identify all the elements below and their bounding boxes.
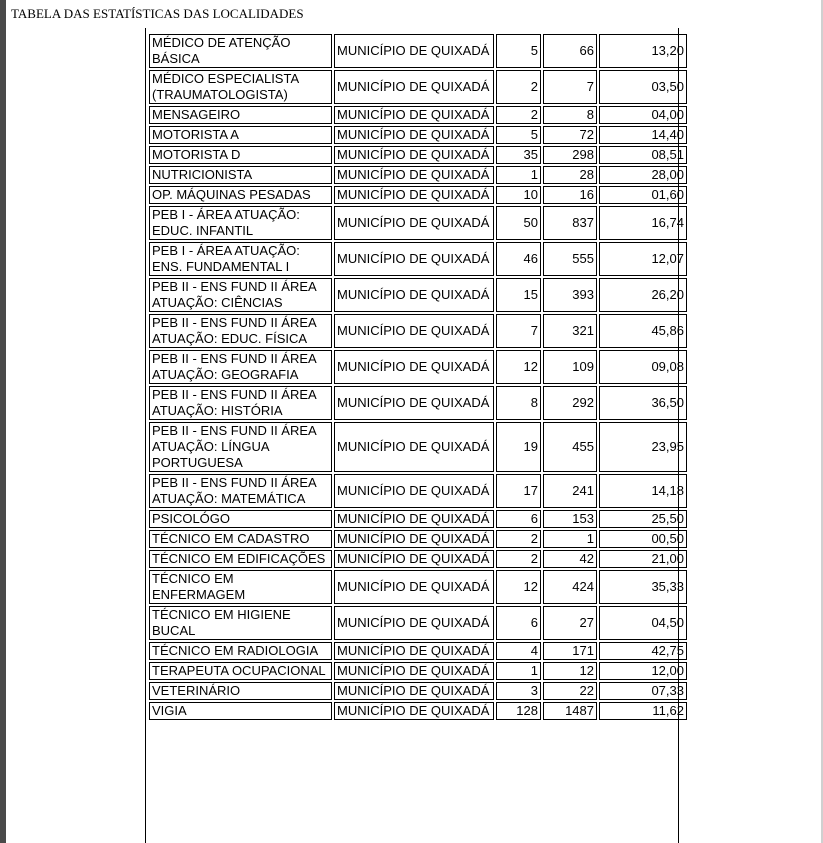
cell-relacao: 42,75	[599, 642, 687, 660]
cell-relacao: 35,33	[599, 570, 687, 604]
table-row	[149, 242, 687, 276]
cell-cargo: TÉCNICO EM ENFERMAGEM	[149, 570, 332, 604]
cell-cargo: PEB II - ENS FUND II ÁREA ATUAÇÃO: CIÊNCIAS	[149, 278, 332, 312]
cell-vagas: 1	[496, 166, 541, 184]
cell-localidade: MUNICÍPIO DE QUIXADÁ	[334, 146, 494, 164]
table-row	[149, 682, 687, 700]
cell-relacao: 25,50	[599, 510, 687, 528]
cell-inscritos: 455	[543, 422, 597, 472]
cell-inscritos: 22	[543, 682, 597, 700]
cell-localidade: MUNICÍPIO DE QUIXADÁ	[334, 126, 494, 144]
cell-cargo: PEB II - ENS FUND II ÁREA ATUAÇÃO: EDUC. FÍSICA	[149, 314, 332, 348]
cell-localidade: MUNICÍPIO DE QUIXADÁ	[334, 350, 494, 384]
cell-relacao: 08,51	[599, 146, 687, 164]
table-row	[149, 278, 687, 312]
cell-relacao: 12,07	[599, 242, 687, 276]
table-row	[149, 510, 687, 528]
cell-vagas: 6	[496, 606, 541, 640]
cell-vagas: 2	[496, 106, 541, 124]
page-left-edge	[0, 0, 6, 843]
cell-localidade: MUNICÍPIO DE QUIXADÁ	[334, 314, 494, 348]
cell-vagas: 2	[496, 70, 541, 104]
table-row	[149, 166, 687, 184]
table-row	[149, 146, 687, 164]
cell-localidade: MUNICÍPIO DE QUIXADÁ	[334, 474, 494, 508]
cell-cargo: NUTRICIONISTA	[149, 166, 332, 184]
cell-vagas: 3	[496, 682, 541, 700]
cell-relacao: 14,40	[599, 126, 687, 144]
table-row	[149, 530, 687, 548]
statistics-table-body	[149, 34, 687, 720]
cell-vagas: 46	[496, 242, 541, 276]
cell-vagas: 6	[496, 510, 541, 528]
cell-cargo: PEB I - ÁREA ATUAÇÃO: ENS. FUNDAMENTAL I	[149, 242, 332, 276]
cell-cargo: VIGIA	[149, 702, 332, 720]
cell-relacao: 36,50	[599, 386, 687, 420]
cell-relacao: 09,08	[599, 350, 687, 384]
cell-relacao: 12,00	[599, 662, 687, 680]
cell-inscritos: 837	[543, 206, 597, 240]
cell-vagas: 35	[496, 146, 541, 164]
cell-localidade: MUNICÍPIO DE QUIXADÁ	[334, 530, 494, 548]
cell-vagas: 19	[496, 422, 541, 472]
table-row	[149, 642, 687, 660]
cell-inscritos: 16	[543, 186, 597, 204]
cell-localidade: MUNICÍPIO DE QUIXADÁ	[334, 682, 494, 700]
table-row	[149, 422, 687, 472]
cell-vagas: 7	[496, 314, 541, 348]
cell-vagas: 2	[496, 530, 541, 548]
cell-cargo: PEB II - ENS FUND II ÁREA ATUAÇÃO: GEOGRAFIA	[149, 350, 332, 384]
cell-cargo: PEB II - ENS FUND II ÁREA ATUAÇÃO: MATEMÁTICA	[149, 474, 332, 508]
cell-inscritos: 555	[543, 242, 597, 276]
cell-inscritos: 153	[543, 510, 597, 528]
cell-vagas: 2	[496, 550, 541, 568]
cell-inscritos: 171	[543, 642, 597, 660]
page-title: TABELA DAS ESTATÍSTICAS DAS LOCALIDADES	[11, 6, 304, 21]
cell-inscritos: 1487	[543, 702, 597, 720]
cell-relacao: 28,00	[599, 166, 687, 184]
cell-cargo: MÉDICO ESPECIALISTA (TRAUMATOLOGISTA)	[149, 70, 332, 104]
table-row	[149, 206, 687, 240]
table-row	[149, 570, 687, 604]
table-row	[149, 70, 687, 104]
cell-localidade: MUNICÍPIO DE QUIXADÁ	[334, 70, 494, 104]
cell-localidade: MUNICÍPIO DE QUIXADÁ	[334, 106, 494, 124]
cell-cargo: TÉCNICO EM RADIOLOGIA	[149, 642, 332, 660]
table-row	[149, 106, 687, 124]
cell-relacao: 01,60	[599, 186, 687, 204]
table-row	[149, 662, 687, 680]
cell-inscritos: 393	[543, 278, 597, 312]
cell-cargo: VETERINÁRIO	[149, 682, 332, 700]
cell-vagas: 50	[496, 206, 541, 240]
cell-inscritos: 72	[543, 126, 597, 144]
cell-inscritos: 12	[543, 662, 597, 680]
cell-inscritos: 28	[543, 166, 597, 184]
table-row	[149, 386, 687, 420]
cell-localidade: MUNICÍPIO DE QUIXADÁ	[334, 206, 494, 240]
cell-cargo: PEB I - ÁREA ATUAÇÃO: EDUC. INFANTIL	[149, 206, 332, 240]
cell-relacao: 14,18	[599, 474, 687, 508]
cell-relacao: 21,00	[599, 550, 687, 568]
cell-relacao: 23,95	[599, 422, 687, 472]
table-row	[149, 126, 687, 144]
cell-inscritos: 109	[543, 350, 597, 384]
cell-vagas: 5	[496, 126, 541, 144]
cell-cargo: MOTORISTA D	[149, 146, 332, 164]
cell-localidade: MUNICÍPIO DE QUIXADÁ	[334, 386, 494, 420]
cell-cargo: MENSAGEIRO	[149, 106, 332, 124]
cell-inscritos: 66	[543, 34, 597, 68]
cell-localidade: MUNICÍPIO DE QUIXADÁ	[334, 186, 494, 204]
cell-relacao: 07,33	[599, 682, 687, 700]
cell-inscritos: 1	[543, 530, 597, 548]
table-row	[149, 550, 687, 568]
cell-relacao: 04,00	[599, 106, 687, 124]
cell-localidade: MUNICÍPIO DE QUIXADÁ	[334, 422, 494, 472]
cell-vagas: 1	[496, 662, 541, 680]
cell-cargo: TÉCNICO EM HIGIENE BUCAL	[149, 606, 332, 640]
cell-inscritos: 241	[543, 474, 597, 508]
cell-inscritos: 292	[543, 386, 597, 420]
table-row	[149, 606, 687, 640]
cell-inscritos: 27	[543, 606, 597, 640]
cell-localidade: MUNICÍPIO DE QUIXADÁ	[334, 278, 494, 312]
cell-cargo: MOTORISTA A	[149, 126, 332, 144]
cell-localidade: MUNICÍPIO DE QUIXADÁ	[334, 642, 494, 660]
cell-relacao: 00,50	[599, 530, 687, 548]
cell-inscritos: 7	[543, 70, 597, 104]
cell-vagas: 10	[496, 186, 541, 204]
table-row	[149, 314, 687, 348]
statistics-table	[147, 32, 689, 722]
cell-vagas: 8	[496, 386, 541, 420]
cell-inscritos: 8	[543, 106, 597, 124]
cell-relacao: 11,62	[599, 702, 687, 720]
table-row	[149, 474, 687, 508]
cell-localidade: MUNICÍPIO DE QUIXADÁ	[334, 510, 494, 528]
cell-localidade: MUNICÍPIO DE QUIXADÁ	[334, 242, 494, 276]
cell-vagas: 4	[496, 642, 541, 660]
cell-relacao: 13,20	[599, 34, 687, 68]
cell-localidade: MUNICÍPIO DE QUIXADÁ	[334, 166, 494, 184]
cell-cargo: PEB II - ENS FUND II ÁREA ATUAÇÃO: LÍNGUA PORTUGUESA	[149, 422, 332, 472]
cell-vagas: 128	[496, 702, 541, 720]
cell-localidade: MUNICÍPIO DE QUIXADÁ	[334, 702, 494, 720]
cell-cargo: PEB II - ENS FUND II ÁREA ATUAÇÃO: HISTÓRIA	[149, 386, 332, 420]
cell-vagas: 5	[496, 34, 541, 68]
cell-relacao: 04,50	[599, 606, 687, 640]
cell-localidade: MUNICÍPIO DE QUIXADÁ	[334, 606, 494, 640]
cell-cargo: TÉCNICO EM CADASTRO	[149, 530, 332, 548]
cell-vagas: 17	[496, 474, 541, 508]
cell-cargo: MÉDICO DE ATENÇÃO BÁSICA	[149, 34, 332, 68]
table-row	[149, 702, 687, 720]
cell-localidade: MUNICÍPIO DE QUIXADÁ	[334, 662, 494, 680]
cell-cargo: TÉCNICO EM EDIFICAÇÕES	[149, 550, 332, 568]
cell-relacao: 45,86	[599, 314, 687, 348]
cell-cargo: OP. MÁQUINAS PESADAS	[149, 186, 332, 204]
cell-relacao: 26,20	[599, 278, 687, 312]
table-row	[149, 34, 687, 68]
cell-inscritos: 298	[543, 146, 597, 164]
cell-vagas: 15	[496, 278, 541, 312]
cell-localidade: MUNICÍPIO DE QUIXADÁ	[334, 34, 494, 68]
cell-cargo: PSICOLÓGO	[149, 510, 332, 528]
cell-inscritos: 42	[543, 550, 597, 568]
cell-inscritos: 321	[543, 314, 597, 348]
cell-cargo: TERAPEUTA OCUPACIONAL	[149, 662, 332, 680]
cell-relacao: 16,74	[599, 206, 687, 240]
table-row	[149, 350, 687, 384]
cell-inscritos: 424	[543, 570, 597, 604]
cell-localidade: MUNICÍPIO DE QUIXADÁ	[334, 550, 494, 568]
cell-vagas: 12	[496, 570, 541, 604]
cell-vagas: 12	[496, 350, 541, 384]
cell-relacao: 03,50	[599, 70, 687, 104]
table-row	[149, 186, 687, 204]
cell-localidade: MUNICÍPIO DE QUIXADÁ	[334, 570, 494, 604]
